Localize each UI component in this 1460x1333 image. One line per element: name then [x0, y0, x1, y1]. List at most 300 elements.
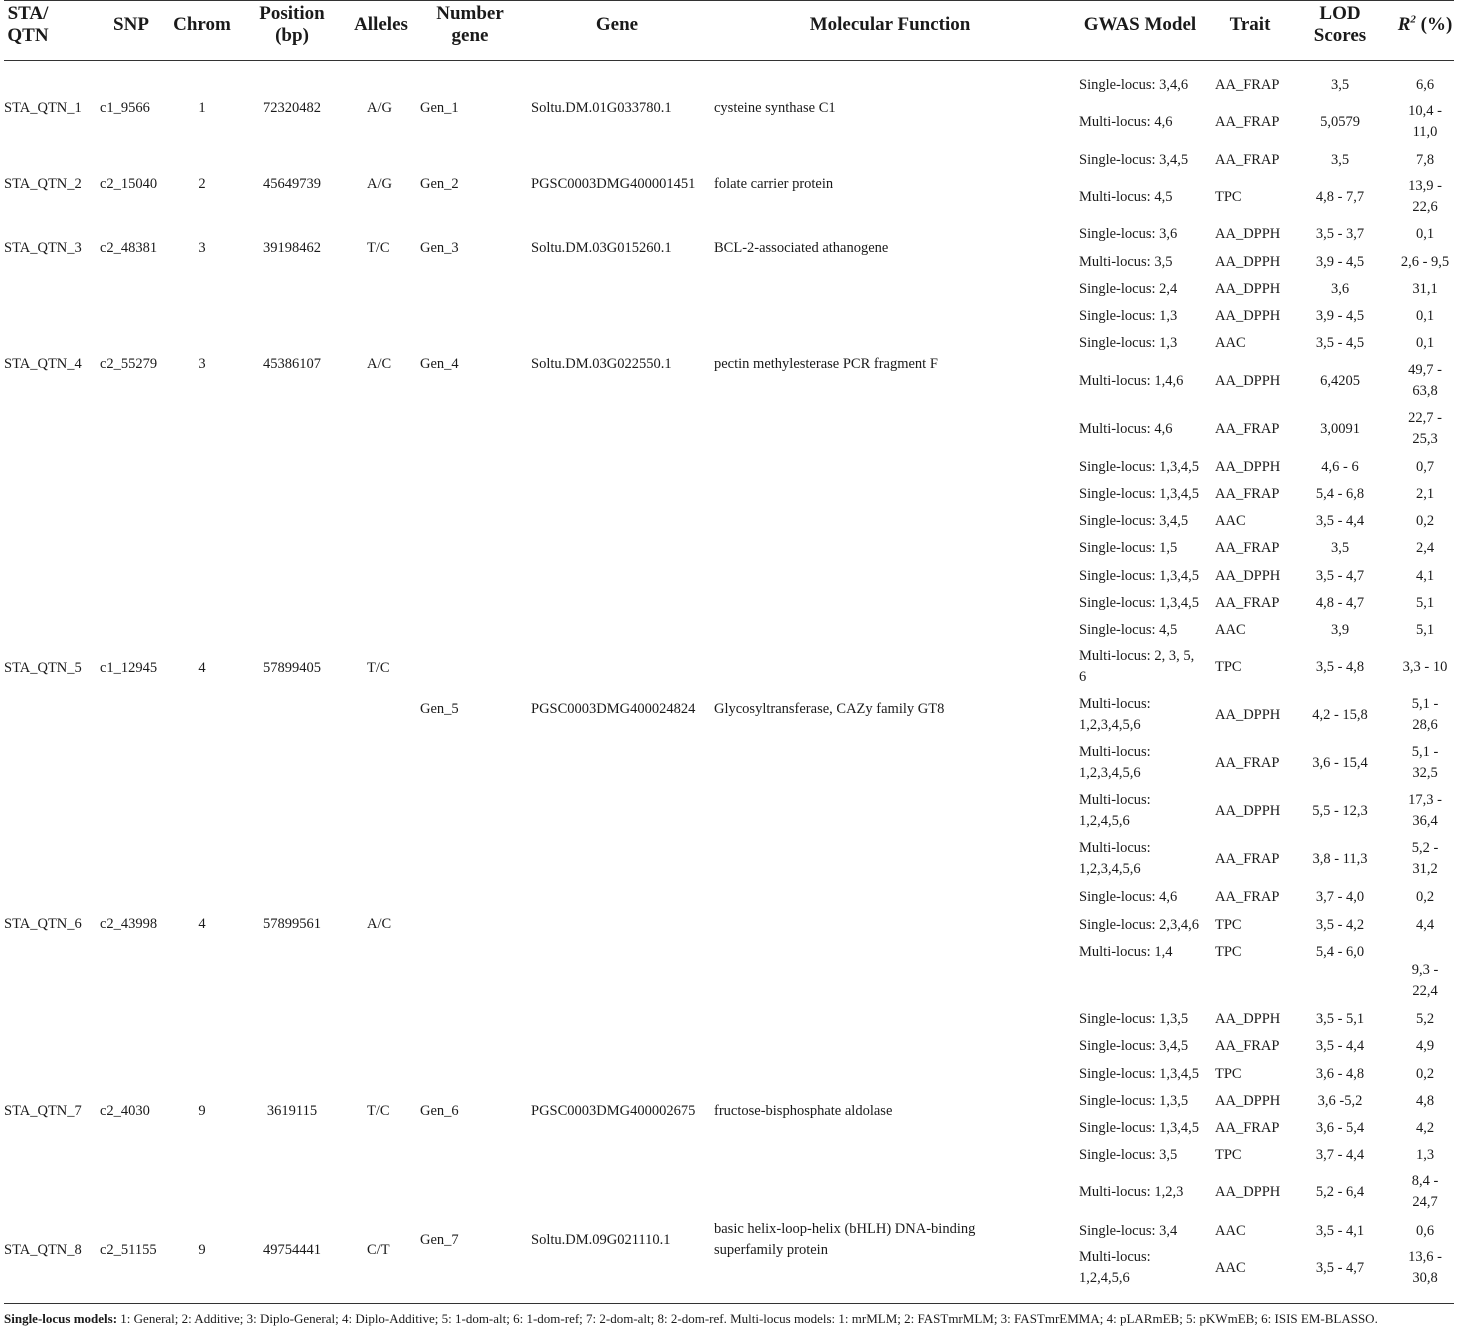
r2-cell — [1416, 306, 1434, 327]
lod-score-cell — [1331, 620, 1349, 641]
r2-cell — [1416, 566, 1434, 587]
molecular-function-cell — [714, 174, 833, 195]
lod-score-cell — [1316, 1182, 1364, 1203]
header-snp: SNP — [113, 14, 149, 35]
gwas-model-cell — [1079, 1221, 1177, 1242]
footnote-text: 1: General; 2: Additive; 3: Diplo-General; 4: Diplo-Additive; 5: 1-dom-alt; 6: 1-dom-ref; 7: 2-dom-alt; 8: 2-dom-ref. Multi-locus models: 1: mrMLM; 2: FASTmrMLM; 3: FASTmrEMMA; 4: pLARmEB; 5: pKWmEB; 6: ISIS EM-BLASSO. — [117, 1311, 1378, 1326]
gwas-model-cell-line: Single-locus: 3,4,6 — [1079, 76, 1189, 93]
gwas-model-cell-line: Single-locus: 1,3,4,5 — [1079, 1119, 1200, 1136]
alleles-cell: A/C — [367, 915, 392, 932]
trait-cell: AA_FRAP — [1215, 594, 1280, 611]
trait-cell: AA_FRAP — [1215, 754, 1280, 771]
r2-cell-line: 49,7 - — [1408, 362, 1442, 378]
r2-cell — [1412, 960, 1439, 1002]
lod-score-cell — [1312, 849, 1367, 870]
lod-score-cell-line: 3,7 - 4,0 — [1315, 888, 1365, 905]
lod-score-cell-line: 3,5 - 4,1 — [1315, 1222, 1365, 1239]
lod-score-cell-line: 3,0091 — [1320, 420, 1360, 437]
chrom-cell: 2 — [198, 175, 206, 192]
trait-cell: AA_DPPH — [1215, 706, 1281, 723]
gwas-model-cell — [1079, 1145, 1177, 1166]
trait-cell: AA_FRAP — [1215, 1037, 1280, 1054]
sta-qtn-cell: STA_QTN_1 — [4, 99, 82, 116]
gwas-model-cell — [1079, 742, 1151, 784]
molecular-function-cell — [714, 238, 888, 259]
molecular-function-cell-line: BCL-2-associated athanogene — [714, 239, 889, 256]
gwas-model-cell-line: Single-locus: 3,4 — [1079, 1222, 1178, 1239]
lod-score-cell-line: 3,6 - 5,4 — [1315, 1119, 1365, 1136]
r2-cell-line: 9,3 - — [1411, 962, 1439, 978]
gwas-model-cell-line: Multi-locus: 1,4,6 — [1079, 372, 1184, 389]
r2-cell-line: 3,3 - 10 — [1402, 658, 1448, 675]
r2-cell-line: 6,6 — [1415, 76, 1435, 93]
gwas-model-cell — [1079, 112, 1172, 133]
gwas-model-cell — [1079, 333, 1177, 354]
gwas-model-cell — [1079, 224, 1177, 245]
gene-number-cell: Gen_4 — [420, 355, 459, 372]
lod-score-cell-line: 3,5 - 4,7 — [1315, 1259, 1365, 1276]
gene-number-cell: Gen_3 — [420, 239, 459, 256]
lod-score-cell — [1316, 224, 1364, 245]
trait-cell: AA_FRAP — [1215, 151, 1280, 168]
header-chrom: Chrom — [173, 14, 231, 35]
r2-cell — [1412, 742, 1439, 784]
r2-cell-line: 63,8 — [1412, 383, 1438, 399]
molecular-function-cell — [714, 699, 944, 720]
gwas-model-cell — [1079, 419, 1172, 440]
gwas-model-cell — [1079, 457, 1199, 478]
chrom-cell: 4 — [198, 915, 206, 932]
gwas-model-cell-line: Multi-locus: 1,2,3 — [1079, 1183, 1184, 1200]
gwas-model-cell-line: Single-locus: 1,3,5 — [1079, 1092, 1189, 1109]
r2-cell-line: 1,3 — [1415, 1146, 1435, 1163]
lod-score-cell — [1312, 705, 1368, 726]
gwas-model-cell — [1079, 1009, 1188, 1030]
gwas-model-cell-line: Single-locus: 3,5 — [1079, 1146, 1178, 1163]
r2-cell — [1416, 457, 1434, 478]
r2-cell-line: 17,3 - — [1408, 792, 1442, 808]
trait-cell: AA_FRAP — [1215, 485, 1280, 502]
r2-cell — [1416, 1064, 1434, 1085]
gwas-model-cell-line: Single-locus: 3,4,5 — [1079, 1037, 1189, 1054]
r2-cell-line: 4,2 — [1415, 1119, 1435, 1136]
gene-number-cell: Gen_2 — [420, 175, 459, 192]
gwas-model-cell-line: Single-locus: 4,6 — [1079, 888, 1178, 905]
position-cell: 45386107 — [263, 355, 321, 372]
header-sta-qtn-line1: STA/ — [7, 3, 49, 24]
trait-cell: AAC — [1215, 621, 1246, 638]
molecular-function-cell-line: superfamily protein — [714, 1242, 828, 1258]
trait-cell: TPC — [1215, 916, 1242, 933]
gwas-model-cell — [1079, 252, 1172, 273]
header-lod-scores — [1314, 3, 1366, 47]
r2-cell-line: 0,1 — [1415, 307, 1435, 324]
header-number-gene-line2: gene — [451, 25, 489, 46]
chrom-cell: 1 — [198, 99, 206, 116]
r2-cell-line: 32,5 — [1412, 765, 1438, 781]
gwas-model-cell-line: Multi-locus: 4,5 — [1079, 188, 1173, 205]
r2-cell-line: 10,4 - — [1408, 103, 1442, 119]
gwas-model-cell — [1079, 484, 1199, 505]
r2-cell — [1416, 1118, 1434, 1139]
r2-cell — [1416, 887, 1434, 908]
gwas-model-cell — [1079, 279, 1177, 300]
gwas-model-cell-line: Single-locus: 1,3,4,5 — [1079, 458, 1200, 475]
gene-id-cell: PGSC0003DMG400024824 — [531, 700, 696, 717]
r2-cell — [1416, 75, 1434, 96]
sta-qtn-cell: STA_QTN_5 — [4, 659, 82, 676]
r2-cell-line: 22,6 — [1412, 199, 1438, 215]
trait-cell: AAC — [1215, 512, 1246, 529]
bottom-rule — [4, 1303, 1454, 1304]
header-gene: Gene — [595, 14, 639, 35]
gwas-model-cell-line: Single-locus: 1,3,4,5 — [1079, 567, 1200, 584]
chrom-cell: 9 — [198, 1102, 206, 1119]
position-cell: 57899561 — [263, 915, 321, 932]
r2-cell-line: 8,4 - — [1411, 1173, 1439, 1189]
lod-score-cell — [1316, 657, 1364, 678]
snp-cell: c2_48381 — [100, 239, 158, 256]
header-number-gene — [436, 3, 504, 47]
gene-id-cell: Soltu.DM.09G021110.1 — [531, 1231, 671, 1248]
r2-cell — [1416, 1221, 1434, 1242]
lod-score-cell-line: 3,5 - 4,4 — [1315, 512, 1365, 529]
header-alleles: Alleles — [354, 14, 408, 35]
lod-score-cell — [1331, 538, 1349, 559]
lod-score-cell — [1321, 457, 1358, 478]
lod-score-cell-line: 3,5 — [1330, 539, 1350, 556]
sta-qtn-cell: STA_QTN_8 — [4, 1241, 82, 1258]
r2-cell-line: 5,2 — [1415, 1010, 1435, 1027]
alleles-cell: A/C — [367, 355, 392, 372]
alleles-cell: A/G — [367, 175, 392, 192]
r2-cell-line: 5,2 - — [1411, 840, 1439, 856]
lod-score-cell-line: 6,4205 — [1320, 372, 1360, 389]
gwas-model-cell — [1079, 187, 1172, 208]
r2-cell — [1408, 790, 1442, 832]
lod-score-cell-line: 3,5 — [1330, 151, 1350, 168]
header-r2-superscript: 2 — [1410, 13, 1416, 26]
lod-score-cell-line: 4,2 - 15,8 — [1312, 706, 1368, 723]
r2-cell — [1416, 915, 1434, 936]
alleles-cell: C/T — [367, 1241, 390, 1258]
header-r2 — [1398, 14, 1453, 36]
lod-score-cell-line: 5,4 - 6,8 — [1315, 485, 1365, 502]
trait-cell: AAC — [1215, 334, 1246, 351]
trait-cell: TPC — [1215, 188, 1242, 205]
lod-score-cell — [1312, 753, 1368, 774]
molecular-function-cell — [714, 1101, 892, 1122]
chrom-cell: 4 — [198, 659, 206, 676]
trait-cell: AA_FRAP — [1215, 539, 1280, 556]
gene-number-cell: Gen_7 — [420, 1231, 459, 1248]
header-rule — [4, 60, 1454, 61]
gwas-model-cell-line: Single-locus: 3,4,5 — [1079, 151, 1189, 168]
r2-cell-line: 0,1 — [1415, 225, 1435, 242]
top-rule — [4, 0, 1454, 1]
r2-cell-line: 0,2 — [1415, 1065, 1435, 1082]
chrom-cell: 3 — [198, 355, 206, 372]
molecular-function-cell — [714, 354, 938, 375]
gwas-model-cell-line: Single-locus: 2,4 — [1079, 280, 1178, 297]
chrom-cell: 3 — [198, 239, 206, 256]
r2-cell-line: 4,9 — [1415, 1037, 1435, 1054]
lod-score-cell-line: 3,6 - 4,8 — [1315, 1065, 1365, 1082]
r2-cell — [1403, 657, 1448, 678]
gwas-model-cell — [1079, 838, 1151, 880]
sta-qtn-cell: STA_QTN_4 — [4, 355, 82, 372]
r2-cell — [1412, 838, 1439, 880]
lod-score-cell — [1331, 150, 1349, 171]
alleles-cell: T/C — [367, 659, 390, 676]
lod-score-cell — [1316, 915, 1364, 936]
trait-cell: AA_DPPH — [1215, 802, 1281, 819]
gwas-model-cell-line: Multi-locus: — [1079, 840, 1151, 856]
gwas-model-cell-line: Single-locus: 1,5 — [1079, 539, 1178, 556]
molecular-function-cell-line: Glycosyltransferase, CAZy family GT8 — [714, 700, 945, 717]
gwas-model-cell-line: 1,2,4,5,6 — [1079, 1270, 1130, 1286]
lod-score-cell-line: 3,5 - 4,8 — [1315, 658, 1365, 675]
lod-score-cell — [1331, 279, 1349, 300]
r2-cell-line: 5,1 — [1415, 621, 1435, 638]
gwas-model-cell — [1079, 593, 1199, 614]
position-cell: 49754441 — [263, 1241, 321, 1258]
gwas-model-cell-line: Single-locus: 1,3,5 — [1079, 1010, 1189, 1027]
sta-qtn-cell: STA_QTN_6 — [4, 915, 82, 932]
gwas-model-cell-line: Multi-locus: 4,6 — [1079, 113, 1173, 130]
header-sta-qtn-line2: QTN — [7, 25, 49, 46]
lod-score-cell — [1316, 887, 1364, 908]
trait-cell: AA_FRAP — [1215, 1119, 1280, 1136]
molecular-function-cell-line: fructose-bisphosphate aldolase — [714, 1102, 893, 1119]
header-trait: Trait — [1229, 14, 1271, 35]
r2-cell — [1412, 1171, 1439, 1213]
header-gwas-model: GWAS Model — [1083, 14, 1197, 35]
trait-cell: AA_FRAP — [1215, 850, 1280, 867]
lod-score-cell-line: 4,8 - 7,7 — [1315, 188, 1365, 205]
trait-cell: AA_DPPH — [1215, 1010, 1281, 1027]
r2-cell — [1416, 1091, 1434, 1112]
gwas-model-cell — [1079, 1182, 1183, 1203]
header-position — [259, 3, 324, 47]
trait-cell: AA_FRAP — [1215, 888, 1280, 905]
r2-cell — [1416, 150, 1434, 171]
r2-cell-line: 5,1 — [1415, 594, 1435, 611]
lod-score-cell — [1316, 306, 1364, 327]
r2-cell-line: 0,6 — [1415, 1222, 1435, 1239]
molecular-function-cell-line: cysteine synthase C1 — [714, 99, 836, 116]
trait-cell: AA_DPPH — [1215, 307, 1281, 324]
lod-score-cell-line: 3,8 - 11,3 — [1312, 850, 1368, 867]
r2-cell-line: 25,3 — [1412, 431, 1438, 447]
position-cell: 45649739 — [263, 175, 321, 192]
gwas-model-cell — [1079, 942, 1172, 963]
snp-cell: c2_51155 — [100, 1241, 157, 1258]
gwas-model-cell — [1079, 1118, 1199, 1139]
r2-cell-line: 24,7 — [1412, 1194, 1438, 1210]
gene-number-cell: Gen_6 — [420, 1102, 459, 1119]
trait-cell: AA_FRAP — [1215, 76, 1280, 93]
lod-score-cell-line: 4,8 - 4,7 — [1315, 594, 1365, 611]
lod-score-cell-line: 3,5 - 4,2 — [1315, 916, 1365, 933]
r2-cell-line: 11,0 — [1412, 124, 1438, 140]
lod-score-cell-line: 3,6 -5,2 — [1317, 1092, 1363, 1109]
lod-score-cell — [1316, 187, 1364, 208]
lod-score-cell — [1316, 1258, 1364, 1279]
r2-cell — [1408, 176, 1442, 218]
snp-cell: c2_55279 — [100, 355, 158, 372]
header-sta-qtn — [7, 3, 48, 47]
lod-score-cell — [1316, 1064, 1364, 1085]
lod-score-cell-line: 3,6 — [1330, 280, 1350, 297]
r2-cell-line: 36,4 — [1412, 813, 1438, 829]
lod-score-cell — [1316, 511, 1364, 532]
gwas-model-cell — [1079, 646, 1194, 688]
lod-score-cell — [1312, 801, 1368, 822]
lod-score-cell — [1316, 484, 1364, 505]
snp-cell: c2_4030 — [100, 1102, 150, 1119]
trait-cell: AA_DPPH — [1215, 372, 1281, 389]
gwas-model-cell — [1079, 538, 1177, 559]
gwas-model-cell-line: Single-locus: 1,3,4,5 — [1079, 594, 1200, 611]
r2-cell — [1416, 1145, 1434, 1166]
gwas-model-cell — [1079, 694, 1151, 736]
r2-cell — [1416, 538, 1434, 559]
trait-cell: AA_DPPH — [1215, 1183, 1281, 1200]
gwas-model-cell — [1079, 371, 1183, 392]
r2-cell-line: 0,2 — [1415, 512, 1435, 529]
r2-cell — [1401, 252, 1449, 273]
gwas-model-cell-line: Single-locus: 2,3,4,6 — [1079, 916, 1200, 933]
trait-cell: AA_DPPH — [1215, 458, 1281, 475]
r2-cell — [1412, 694, 1439, 736]
trait-cell: TPC — [1215, 1146, 1242, 1163]
lod-score-cell — [1316, 1145, 1364, 1166]
r2-cell-line: 0,7 — [1415, 458, 1435, 475]
gwas-model-cell-line: 1,2,3,4,5,6 — [1079, 717, 1141, 733]
r2-cell — [1416, 511, 1434, 532]
lod-score-cell-line: 3,5 - 4,7 — [1315, 567, 1365, 584]
gwas-model-cell-line: Multi-locus: 1,4 — [1079, 943, 1173, 960]
footnote-label: Single-locus models: — [4, 1311, 118, 1326]
r2-cell — [1416, 1009, 1434, 1030]
lod-score-cell — [1320, 371, 1360, 392]
position-cell: 3619115 — [266, 1102, 318, 1119]
gwas-model-cell — [1079, 566, 1199, 587]
lod-score-cell-line: 5,2 - 6,4 — [1315, 1183, 1365, 1200]
lod-score-cell-line: 3,5 - 4,4 — [1315, 1037, 1365, 1054]
r2-cell-line: 5,1 - — [1411, 696, 1439, 712]
gwas-model-cell-line: Single-locus: 1,3,4,5 — [1079, 485, 1200, 502]
r2-cell-line: 5,1 - — [1411, 744, 1439, 760]
gene-number-cell: Gen_1 — [420, 99, 459, 116]
gwas-model-cell — [1079, 887, 1177, 908]
lod-score-cell — [1316, 593, 1364, 614]
lod-score-cell-line: 3,9 - 4,5 — [1315, 307, 1365, 324]
lod-score-cell-line: 4,6 - 6 — [1321, 458, 1359, 475]
gwas-model-cell-line: Single-locus: 1,3,4,5 — [1079, 1065, 1200, 1082]
r2-cell-line: 2,1 — [1415, 485, 1435, 502]
trait-cell: AA_DPPH — [1215, 1092, 1281, 1109]
gwas-model-cell-line: 6 — [1079, 669, 1087, 685]
gwas-model-cell-line: Multi-locus: 4,6 — [1079, 420, 1173, 437]
lod-score-cell — [1316, 1009, 1364, 1030]
r2-cell-line: 0,1 — [1415, 334, 1435, 351]
lod-score-cell — [1316, 942, 1364, 963]
gwas-model-cell-line: Single-locus: 1,3 — [1079, 307, 1178, 324]
trait-cell: TPC — [1215, 1065, 1242, 1082]
gwas-model-cell-line: Multi-locus: — [1079, 744, 1151, 760]
r2-cell-line: 31,1 — [1412, 280, 1438, 297]
header-lod-line2: Scores — [1313, 25, 1367, 46]
trait-cell: AA_DPPH — [1215, 225, 1281, 242]
lod-score-cell — [1316, 1118, 1364, 1139]
gwas-model-cell-line: Multi-locus: — [1079, 792, 1151, 808]
r2-cell-line: 22,7 - — [1408, 410, 1442, 426]
lod-score-cell — [1320, 419, 1360, 440]
gwas-model-cell-line: 1,2,3,4,5,6 — [1079, 861, 1141, 877]
gwas-model-cell — [1079, 150, 1188, 171]
lod-score-cell-line: 5,4 - 6,0 — [1315, 943, 1365, 960]
r2-cell-line: 4,8 — [1415, 1092, 1435, 1109]
r2-cell — [1416, 224, 1434, 245]
molecular-function-cell — [714, 98, 836, 119]
r2-cell — [1416, 1036, 1434, 1057]
gwas-model-cell — [1079, 75, 1188, 96]
gwas-model-cell-line: Multi-locus: 3,5 — [1079, 253, 1173, 270]
lod-score-cell-line: 5,5 - 12,3 — [1312, 802, 1368, 819]
lod-score-cell-line: 3,5 — [1330, 76, 1350, 93]
r2-cell-line: 28,6 — [1412, 717, 1438, 733]
lod-score-cell-line: 3,7 - 4,4 — [1315, 1146, 1365, 1163]
gwas-model-cell — [1079, 1091, 1188, 1112]
gwas-model-cell-line: Multi-locus: — [1079, 1249, 1151, 1265]
header-r2-unit: (%) — [1415, 14, 1453, 35]
snp-cell: c2_15040 — [100, 175, 158, 192]
lod-score-cell-line: 3,6 - 15,4 — [1312, 754, 1368, 771]
snp-cell: c1_9566 — [100, 99, 150, 116]
lod-score-cell-line: 3,5 - 5,1 — [1315, 1010, 1365, 1027]
position-cell: 39198462 — [263, 239, 321, 256]
gene-id-cell: PGSC0003DMG400001451 — [531, 175, 696, 192]
lod-score-cell — [1316, 1221, 1364, 1242]
alleles-cell: A/G — [367, 99, 392, 116]
lod-score-cell — [1316, 566, 1364, 587]
r2-cell — [1416, 620, 1434, 641]
position-cell: 57899405 — [263, 659, 321, 676]
gwas-model-cell-line: 1,2,4,5,6 — [1079, 813, 1130, 829]
chrom-cell: 9 — [198, 1241, 206, 1258]
lod-score-cell — [1316, 333, 1364, 354]
r2-cell-line: 4,4 — [1415, 916, 1435, 933]
gwas-model-cell — [1079, 620, 1177, 641]
lod-score-cell-line: 3,5 - 4,5 — [1315, 334, 1365, 351]
lod-score-cell-line: 5,0579 — [1320, 113, 1360, 130]
r2-cell — [1408, 360, 1442, 402]
sta-qtn-cell: STA_QTN_2 — [4, 175, 82, 192]
header-number-gene-line1: Number — [436, 3, 504, 24]
gwas-model-cell-line: Single-locus: 1,3 — [1079, 334, 1178, 351]
trait-cell: AA_DPPH — [1215, 567, 1281, 584]
header-lod-line1: LOD — [1319, 3, 1361, 24]
trait-cell: AAC — [1215, 1259, 1246, 1276]
r2-cell-line: 13,6 - — [1408, 1249, 1442, 1265]
r2-cell-line: 7,8 — [1415, 151, 1435, 168]
gene-id-cell: PGSC0003DMG400002675 — [531, 1102, 696, 1119]
r2-cell — [1416, 593, 1434, 614]
gwas-model-cell — [1079, 1064, 1199, 1085]
molecular-function-cell-line: folate carrier protein — [714, 175, 834, 192]
